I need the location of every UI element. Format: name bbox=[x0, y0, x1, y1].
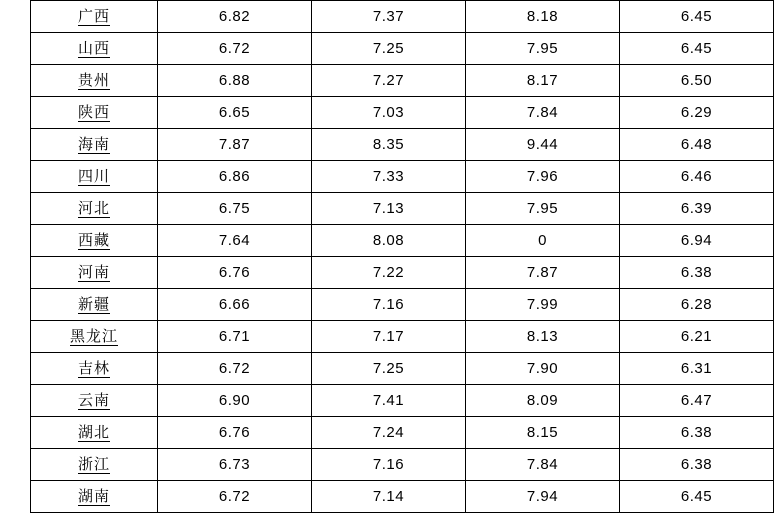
table-cell-region bbox=[31, 193, 158, 225]
table-cell-value3: 9.44 bbox=[466, 129, 620, 161]
table-cell-region bbox=[31, 385, 158, 417]
table-cell-value1: 6.73 bbox=[158, 449, 312, 481]
table-row bbox=[31, 65, 774, 97]
table-row bbox=[31, 129, 774, 161]
table-cell-value4: 6.38 bbox=[620, 417, 774, 449]
table-row bbox=[31, 1, 774, 33]
table-cell-value1: 6.66 bbox=[158, 289, 312, 321]
region-label: 吉林 bbox=[77, 359, 110, 377]
table-cell-region bbox=[31, 1, 158, 33]
table-row bbox=[31, 257, 774, 289]
table-row bbox=[31, 353, 774, 385]
table-cell-value4: 6.50 bbox=[620, 65, 774, 97]
table-cell-value4: 6.45 bbox=[620, 1, 774, 33]
table-cell-region bbox=[31, 449, 158, 481]
table-cell-region bbox=[31, 225, 158, 257]
table-cell-value4: 6.47 bbox=[620, 385, 774, 417]
price-table bbox=[30, 0, 774, 513]
table-cell-value4: 6.46 bbox=[620, 161, 774, 193]
table-row bbox=[31, 193, 774, 225]
table-cell-value3: 8.15 bbox=[466, 417, 620, 449]
table-cell-value4: 6.48 bbox=[620, 129, 774, 161]
table-row bbox=[31, 289, 774, 321]
table-row bbox=[31, 225, 774, 257]
table-cell-region bbox=[31, 289, 158, 321]
table-cell-value2: 7.37 bbox=[312, 1, 466, 33]
region-label: 陕西 bbox=[77, 103, 110, 121]
region-label: 山西 bbox=[77, 39, 110, 57]
region-label: 广西 bbox=[77, 7, 110, 25]
table-cell-value1: 6.71 bbox=[158, 321, 312, 353]
table-row bbox=[31, 417, 774, 449]
table-cell-value4: 6.31 bbox=[620, 353, 774, 385]
region-label: 新疆 bbox=[77, 295, 110, 313]
table-cell-value1: 6.86 bbox=[158, 161, 312, 193]
table-cell-region bbox=[31, 97, 158, 129]
table-cell-value4: 6.21 bbox=[620, 321, 774, 353]
table-cell-value4: 6.94 bbox=[620, 225, 774, 257]
table-body bbox=[31, 1, 774, 513]
table-cell-value2: 7.14 bbox=[312, 481, 466, 513]
table-cell-value2: 7.27 bbox=[312, 65, 466, 97]
table-cell-value1: 6.90 bbox=[158, 385, 312, 417]
table-cell-value3: 8.18 bbox=[466, 1, 620, 33]
table-cell-region bbox=[31, 129, 158, 161]
table-cell-value2: 8.35 bbox=[312, 129, 466, 161]
table-cell-value2: 7.41 bbox=[312, 385, 466, 417]
table-cell-value4: 6.38 bbox=[620, 449, 774, 481]
table-cell-value1: 7.87 bbox=[158, 129, 312, 161]
region-label: 贵州 bbox=[77, 71, 110, 89]
table-cell-value1: 6.72 bbox=[158, 481, 312, 513]
table-cell-value3: 7.87 bbox=[466, 257, 620, 289]
table-cell-value2: 7.03 bbox=[312, 97, 466, 129]
table-cell-value4: 6.29 bbox=[620, 97, 774, 129]
table-cell-value2: 7.16 bbox=[312, 289, 466, 321]
region-label: 云南 bbox=[77, 391, 110, 409]
table-cell-region bbox=[31, 481, 158, 513]
table-row bbox=[31, 321, 774, 353]
table-cell-value1: 6.72 bbox=[158, 353, 312, 385]
table-cell-value3: 7.99 bbox=[466, 289, 620, 321]
table-row bbox=[31, 33, 774, 65]
table-cell-value3: 0 bbox=[466, 225, 620, 257]
table-cell-value1: 6.82 bbox=[158, 1, 312, 33]
table-cell-value3: 7.90 bbox=[466, 353, 620, 385]
region-label: 四川 bbox=[77, 167, 110, 185]
region-label: 河南 bbox=[77, 263, 110, 281]
table-cell-value1: 6.75 bbox=[158, 193, 312, 225]
table-cell-value3: 7.95 bbox=[466, 193, 620, 225]
table-row bbox=[31, 161, 774, 193]
table-cell-value2: 7.17 bbox=[312, 321, 466, 353]
table-cell-value4: 6.45 bbox=[620, 481, 774, 513]
table-cell-value1: 6.88 bbox=[158, 65, 312, 97]
table-cell-value1: 6.76 bbox=[158, 417, 312, 449]
table-cell-region bbox=[31, 161, 158, 193]
table-cell-value4: 6.28 bbox=[620, 289, 774, 321]
region-label: 海南 bbox=[77, 135, 110, 153]
table-cell-value3: 8.13 bbox=[466, 321, 620, 353]
table-cell-region bbox=[31, 353, 158, 385]
table-cell-value2: 7.25 bbox=[312, 33, 466, 65]
table-cell-value2: 7.16 bbox=[312, 449, 466, 481]
table-cell-value1: 7.64 bbox=[158, 225, 312, 257]
region-label: 浙江 bbox=[77, 455, 110, 473]
table-cell-value1: 6.65 bbox=[158, 97, 312, 129]
table-cell-value2: 7.22 bbox=[312, 257, 466, 289]
region-label: 湖南 bbox=[77, 487, 110, 505]
table-cell-value4: 6.39 bbox=[620, 193, 774, 225]
table-row bbox=[31, 481, 774, 513]
table-cell-region bbox=[31, 321, 158, 353]
table-cell-value4: 6.45 bbox=[620, 33, 774, 65]
table-cell-value2: 7.25 bbox=[312, 353, 466, 385]
table-row bbox=[31, 385, 774, 417]
table-cell-value2: 7.24 bbox=[312, 417, 466, 449]
table-row bbox=[31, 449, 774, 481]
table-cell-region bbox=[31, 33, 158, 65]
table-cell-value3: 8.09 bbox=[466, 385, 620, 417]
region-label: 黑龙江 bbox=[69, 327, 118, 345]
table-cell-value1: 6.76 bbox=[158, 257, 312, 289]
table-cell-value2: 8.08 bbox=[312, 225, 466, 257]
table-cell-value4: 6.38 bbox=[620, 257, 774, 289]
table-cell-value3: 7.94 bbox=[466, 481, 620, 513]
region-label: 西藏 bbox=[77, 231, 110, 249]
table-cell-value3: 8.17 bbox=[466, 65, 620, 97]
table-cell-value2: 7.33 bbox=[312, 161, 466, 193]
table-cell-value3: 7.84 bbox=[466, 449, 620, 481]
table-cell-value3: 7.96 bbox=[466, 161, 620, 193]
table-cell-value1: 6.72 bbox=[158, 33, 312, 65]
table-cell-region bbox=[31, 257, 158, 289]
table-cell-value3: 7.84 bbox=[466, 97, 620, 129]
table-cell-region bbox=[31, 65, 158, 97]
region-label: 湖北 bbox=[77, 423, 110, 441]
region-label: 河北 bbox=[77, 199, 110, 217]
table-cell-region bbox=[31, 417, 158, 449]
table-row bbox=[31, 97, 774, 129]
table-cell-value3: 7.95 bbox=[466, 33, 620, 65]
table-cell-value2: 7.13 bbox=[312, 193, 466, 225]
